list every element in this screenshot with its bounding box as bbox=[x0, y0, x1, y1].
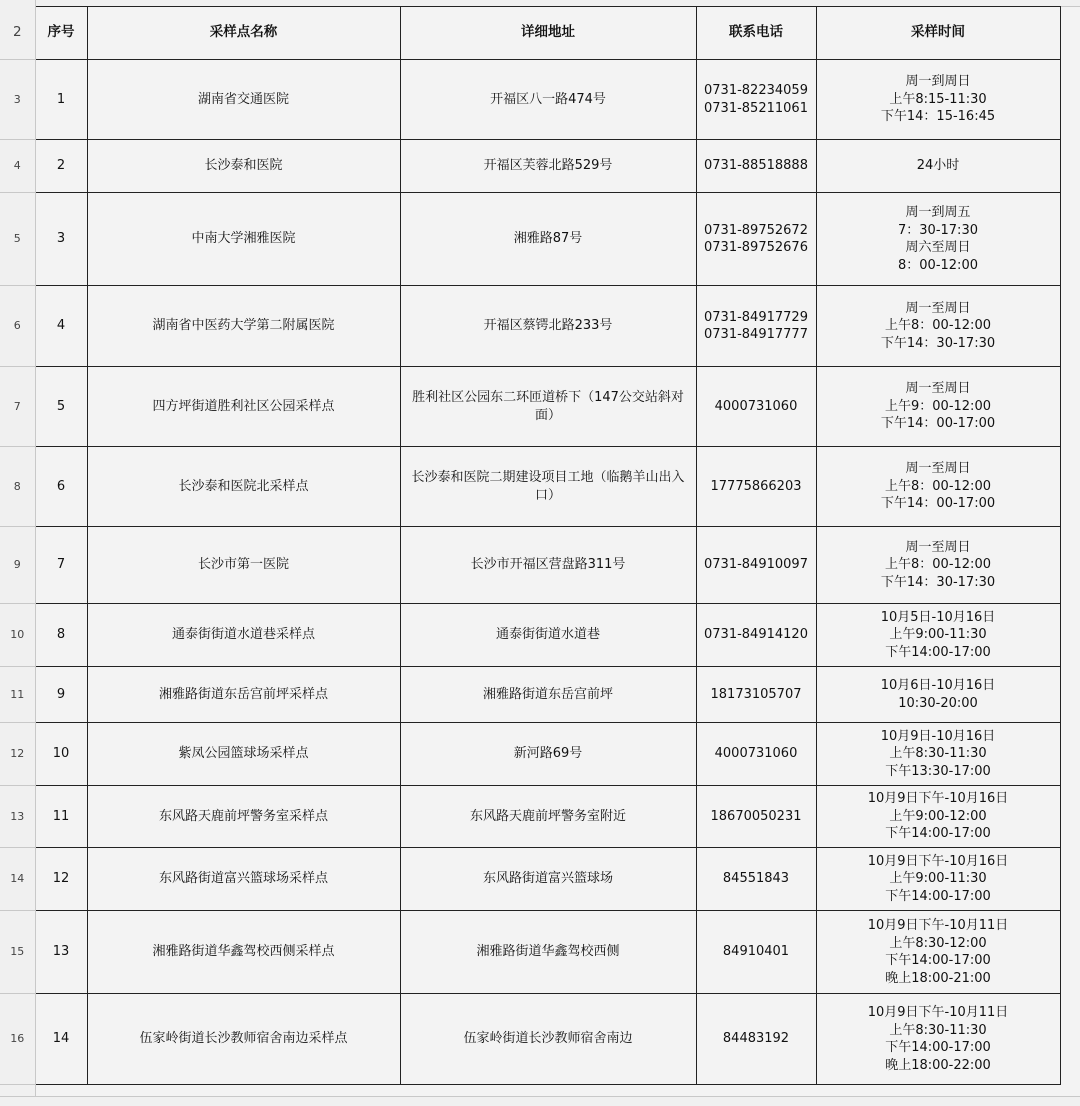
cell-time[interactable] bbox=[816, 193, 1060, 286]
time-line: 7：30-17:30 bbox=[898, 222, 978, 238]
cell-name[interactable]: 紫凤公园篮球场采样点 bbox=[87, 723, 400, 786]
cell-name[interactable]: 湘雅路街道华鑫驾校西侧采样点 bbox=[87, 911, 400, 994]
time-line: 下午14:00-17:00 bbox=[885, 953, 991, 968]
phone-line: 18670050231 bbox=[710, 808, 802, 824]
phone-line: 0731-84917777 bbox=[704, 327, 808, 342]
time-line: 上午9:00-12:00 bbox=[889, 808, 987, 824]
phone-line: 0731-85211061 bbox=[704, 100, 808, 116]
cell-phone[interactable] bbox=[696, 604, 816, 667]
table-row bbox=[0, 994, 1060, 1085]
phone-line: 18173105707 bbox=[710, 686, 802, 702]
time-line: 上午9:00-11:30 bbox=[889, 871, 987, 887]
cell-phone[interactable] bbox=[696, 527, 816, 604]
time-line: 上午8:30-11:30 bbox=[889, 746, 987, 762]
time-line: 10月6日-10月16日 bbox=[880, 678, 996, 693]
cell-address[interactable]: 开福区芙蓉北路529号 bbox=[400, 140, 696, 193]
cell-phone[interactable] bbox=[696, 786, 816, 848]
row-number[interactable]: 3 bbox=[0, 60, 35, 140]
time-line: 10月9日-10月16日 bbox=[880, 728, 996, 744]
phone-line: 0731-89752676 bbox=[704, 240, 808, 255]
table-row bbox=[0, 848, 1060, 911]
time-line: 下午14：30-17:30 bbox=[880, 574, 996, 590]
time-line: 下午14:00-17:00 bbox=[885, 888, 991, 904]
cell-address[interactable]: 东风路街道富兴篮球场 bbox=[400, 848, 696, 911]
table-row bbox=[0, 447, 1060, 527]
cell-phone[interactable] bbox=[696, 367, 816, 447]
time-line: 10月9日下午-10月16日 bbox=[867, 853, 1009, 869]
cell-phone[interactable] bbox=[696, 286, 816, 367]
cell-time[interactable] bbox=[816, 527, 1060, 604]
cell-address[interactable]: 伍家岭街道长沙教师宿舍南边 bbox=[400, 994, 696, 1085]
time-line: 上午8:15-11:30 bbox=[889, 91, 987, 107]
time-line: 下午14:00-17:00 bbox=[885, 644, 991, 660]
cell-phone[interactable] bbox=[696, 994, 816, 1085]
row-number[interactable]: 12 bbox=[0, 723, 35, 786]
time-line: 下午14：00-17:00 bbox=[880, 496, 996, 512]
cell-phone[interactable] bbox=[696, 723, 816, 786]
cell-index[interactable]: 13 bbox=[35, 911, 87, 994]
time-line: 下午13:30-17:00 bbox=[885, 763, 991, 779]
header-address[interactable]: 详细地址 bbox=[400, 7, 696, 60]
sampling-sites-table bbox=[0, 6, 1061, 1085]
header-time[interactable]: 采样时间 bbox=[816, 7, 1060, 60]
cell-name[interactable]: 湖南省中医药大学第二附属医院 bbox=[87, 286, 400, 367]
cell-index[interactable]: 7 bbox=[35, 527, 87, 604]
time-line: 周六至周日 bbox=[905, 240, 971, 255]
cell-phone[interactable] bbox=[696, 447, 816, 527]
time-line: 上午8：00-12:00 bbox=[885, 557, 991, 573]
time-line: 上午8:30-12:00 bbox=[889, 935, 987, 951]
time-line: 上午8：00-12:00 bbox=[885, 478, 991, 494]
header-phone[interactable]: 联系电话 bbox=[696, 7, 816, 60]
cell-time[interactable] bbox=[816, 60, 1060, 140]
time-line: 10月9日下午-10月11日 bbox=[867, 918, 1009, 933]
row-number[interactable]: 15 bbox=[0, 911, 35, 994]
cell-phone[interactable] bbox=[696, 140, 816, 193]
cell-index[interactable]: 6 bbox=[35, 447, 87, 527]
row-number[interactable]: 9 bbox=[0, 527, 35, 604]
row-number[interactable]: 8 bbox=[0, 447, 35, 527]
cell-name[interactable]: 湘雅路街道东岳宫前坪采样点 bbox=[87, 667, 400, 723]
time-line: 10:30-20:00 bbox=[898, 695, 978, 711]
table-row bbox=[0, 604, 1060, 667]
cell-address[interactable]: 长沙泰和医院二期建设项目工地（临鹅羊山出入口） bbox=[400, 447, 696, 527]
row-number[interactable]: 16 bbox=[0, 994, 35, 1085]
cell-address[interactable]: 湘雅路87号 bbox=[400, 193, 696, 286]
cell-name[interactable]: 东风路街道富兴篮球场采样点 bbox=[87, 848, 400, 911]
cell-index[interactable]: 5 bbox=[35, 367, 87, 447]
cell-phone[interactable] bbox=[696, 60, 816, 140]
table-row bbox=[0, 527, 1060, 604]
time-line: 10月9日下午-10月11日 bbox=[867, 1005, 1009, 1020]
time-line: 晚上18:00-22:00 bbox=[885, 1057, 991, 1073]
time-line: 24小时 bbox=[916, 158, 960, 174]
time-line: 上午8:30-11:30 bbox=[889, 1022, 987, 1038]
cell-name[interactable]: 通泰街街道水道巷采样点 bbox=[87, 604, 400, 667]
cell-name[interactable]: 伍家岭街道长沙教师宿舍南边采样点 bbox=[87, 994, 400, 1085]
phone-line: 17775866203 bbox=[710, 478, 802, 494]
cell-address[interactable]: 胜利社区公园东二环匝道桥下（147公交站斜对面） bbox=[400, 367, 696, 447]
cell-name[interactable]: 东风路天鹿前坪警务室采样点 bbox=[87, 786, 400, 848]
time-line: 上午8：00-12:00 bbox=[885, 318, 991, 334]
table-row bbox=[0, 786, 1060, 848]
cell-address[interactable]: 新河路69号 bbox=[400, 723, 696, 786]
cell-index[interactable]: 14 bbox=[35, 994, 87, 1085]
phone-line: 4000731060 bbox=[714, 746, 798, 762]
row-number[interactable]: 4 bbox=[0, 140, 35, 193]
cell-index[interactable]: 2 bbox=[35, 140, 87, 193]
cell-phone[interactable] bbox=[696, 193, 816, 286]
cell-address[interactable]: 湘雅路街道华鑫驾校西侧 bbox=[400, 911, 696, 994]
table-row bbox=[0, 367, 1060, 447]
cell-time[interactable] bbox=[816, 604, 1060, 667]
time-line: 周一至周日 bbox=[905, 381, 971, 397]
cell-index[interactable]: 3 bbox=[35, 193, 87, 286]
table-row bbox=[0, 60, 1060, 140]
phone-line: 0731-82234059 bbox=[704, 83, 808, 98]
time-line: 下午14：30-17:30 bbox=[880, 335, 996, 351]
table-body bbox=[0, 7, 1060, 1085]
cell-index[interactable]: 10 bbox=[35, 723, 87, 786]
cell-phone[interactable] bbox=[696, 848, 816, 911]
phone-line: 0731-84914120 bbox=[704, 627, 808, 643]
cell-address[interactable]: 开福区八一路474号 bbox=[400, 60, 696, 140]
header-row bbox=[0, 7, 1060, 60]
row-number[interactable]: 13 bbox=[0, 786, 35, 848]
phone-line: 0731-84910097 bbox=[704, 557, 808, 573]
cell-index[interactable]: 1 bbox=[35, 60, 87, 140]
cell-index[interactable]: 8 bbox=[35, 604, 87, 667]
phone-line: 84910401 bbox=[722, 944, 790, 960]
phone-line: 84483192 bbox=[722, 1031, 790, 1047]
time-line: 10月5日-10月16日 bbox=[880, 609, 996, 625]
cell-time[interactable] bbox=[816, 367, 1060, 447]
time-line: 上午9：00-12:00 bbox=[885, 398, 991, 414]
table-row bbox=[0, 667, 1060, 723]
cell-name[interactable]: 长沙泰和医院 bbox=[87, 140, 400, 193]
cell-index[interactable]: 11 bbox=[35, 786, 87, 848]
cell-name[interactable]: 湖南省交通医院 bbox=[87, 60, 400, 140]
phone-line: 84551843 bbox=[722, 871, 790, 887]
time-line: 周一至周日 bbox=[905, 461, 971, 477]
header-name[interactable]: 采样点名称 bbox=[87, 7, 400, 60]
phone-line: 0731-88518888 bbox=[704, 158, 808, 174]
time-line: 周一到周五 bbox=[905, 205, 971, 220]
time-line: 上午9:00-11:30 bbox=[889, 627, 987, 643]
time-line: 周一至周日 bbox=[905, 300, 971, 316]
time-line: 周一到周日 bbox=[905, 74, 971, 90]
cell-time[interactable] bbox=[816, 286, 1060, 367]
time-line: 下午14:00-17:00 bbox=[885, 1040, 991, 1055]
cell-name[interactable]: 长沙泰和医院北采样点 bbox=[87, 447, 400, 527]
time-line: 8：00-12:00 bbox=[898, 257, 978, 273]
row-number[interactable]: 11 bbox=[0, 667, 35, 723]
cell-name[interactable]: 中南大学湘雅医院 bbox=[87, 193, 400, 286]
row-number[interactable]: 6 bbox=[0, 286, 35, 367]
cell-time[interactable] bbox=[816, 140, 1060, 193]
row-number[interactable]: 14 bbox=[0, 848, 35, 911]
time-line: 下午14：15-16:45 bbox=[880, 109, 996, 125]
phone-line: 4000731060 bbox=[714, 398, 798, 414]
cell-index[interactable]: 12 bbox=[35, 848, 87, 911]
header-index[interactable]: 序号 bbox=[35, 7, 87, 60]
cell-index[interactable]: 4 bbox=[35, 286, 87, 367]
cell-time[interactable] bbox=[816, 994, 1060, 1085]
time-line: 周一至周日 bbox=[905, 539, 971, 555]
row-number[interactable]: 10 bbox=[0, 604, 35, 667]
time-line: 下午14：00-17:00 bbox=[880, 416, 996, 432]
cell-time[interactable] bbox=[816, 848, 1060, 911]
table-row bbox=[0, 911, 1060, 994]
table-row bbox=[0, 140, 1060, 193]
table-row bbox=[0, 286, 1060, 367]
row-number[interactable]: 5 bbox=[0, 193, 35, 286]
cell-address[interactable]: 湘雅路街道东岳宫前坪 bbox=[400, 667, 696, 723]
table-row bbox=[0, 723, 1060, 786]
cell-address[interactable]: 开福区蔡锷北路233号 bbox=[400, 286, 696, 367]
table-row bbox=[0, 193, 1060, 286]
cell-time[interactable] bbox=[816, 447, 1060, 527]
time-line: 10月9日下午-10月16日 bbox=[867, 791, 1009, 807]
time-line: 下午14:00-17:00 bbox=[885, 826, 991, 842]
cell-time[interactable] bbox=[816, 911, 1060, 994]
time-line: 晚上18:00-21:00 bbox=[885, 970, 991, 986]
cell-address[interactable]: 通泰街街道水道巷 bbox=[400, 604, 696, 667]
phone-line: 0731-84917729 bbox=[704, 309, 808, 325]
phone-line: 0731-89752672 bbox=[704, 222, 808, 238]
cell-time[interactable] bbox=[816, 786, 1060, 848]
cell-phone[interactable] bbox=[696, 667, 816, 723]
row-number[interactable]: 7 bbox=[0, 367, 35, 447]
cell-index[interactable]: 9 bbox=[35, 667, 87, 723]
cell-address[interactable]: 长沙市开福区营盘路311号 bbox=[400, 527, 696, 604]
cell-time[interactable] bbox=[816, 723, 1060, 786]
cell-name[interactable]: 长沙市第一医院 bbox=[87, 527, 400, 604]
cell-address[interactable]: 东风路天鹿前坪警务室附近 bbox=[400, 786, 696, 848]
cell-phone[interactable] bbox=[696, 911, 816, 994]
cell-name[interactable]: 四方坪街道胜利社区公园采样点 bbox=[87, 367, 400, 447]
cell-time[interactable] bbox=[816, 667, 1060, 723]
row-number[interactable]: 2 bbox=[0, 7, 35, 60]
